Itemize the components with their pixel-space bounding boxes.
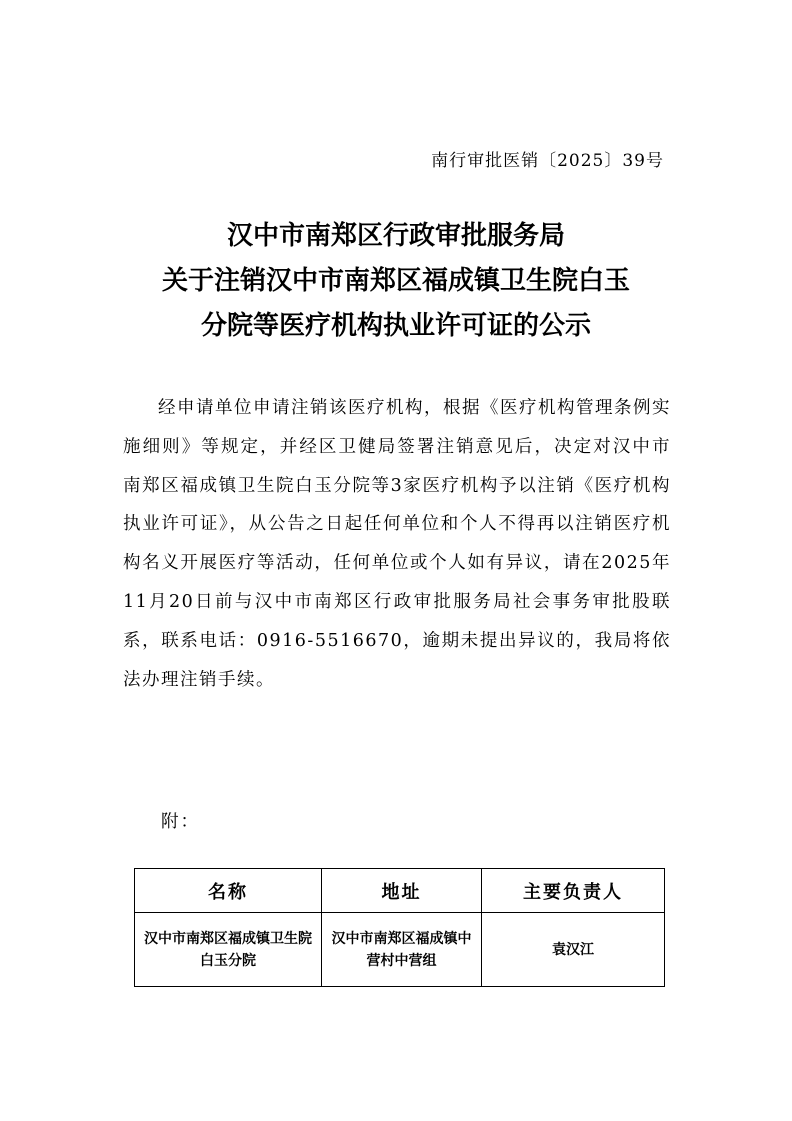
cell-institution-name: 汉中市南郑区福成镇卫生院白玉分院 xyxy=(135,913,322,987)
header-name: 名称 xyxy=(135,869,322,913)
title-line-3: 分院等医疗机构执业许可证的公示 xyxy=(200,311,591,341)
table-header-row xyxy=(135,869,665,913)
table-row xyxy=(135,913,665,987)
title-line-2: 关于注销汉中市南郑区福成镇卫生院白玉 xyxy=(161,266,630,296)
cell-address: 汉中市南郑区福成镇中营村中营组 xyxy=(322,913,482,987)
document-number: 南行审批医销〔2025〕39号 xyxy=(431,151,664,171)
attachment-label: 附： xyxy=(161,812,200,832)
institution-table xyxy=(134,868,665,987)
header-address: 地址 xyxy=(322,869,482,913)
header-person-in-charge: 主要负责人 xyxy=(482,869,665,913)
body-paragraph: 经申请单位申请注销该医疗机构，根据《医疗机构管理条例实施细则》等规定，并经区卫健局签署注销意见后，决定对汉中市南郑区福成镇卫生院白玉分院等3家医疗机构予以注销《医疗机构执业许可证》，从公告之日起任何单位和个人不得再以注销医疗机构名义开展医疗等活动，任何单位或个人如有异议，请在2025年11月20日前与汉中市南郑区行政审批服务局社会事务审批股联系，联系电话：0916-5516670，逾期未提出异议的，我局将依法办理注销手续。 xyxy=(123,398,671,690)
document-title xyxy=(0,214,792,349)
title-line-1: 汉中市南郑区行政审批服务局 xyxy=(226,221,565,251)
cell-person-in-charge: 袁汉江 xyxy=(482,913,665,987)
